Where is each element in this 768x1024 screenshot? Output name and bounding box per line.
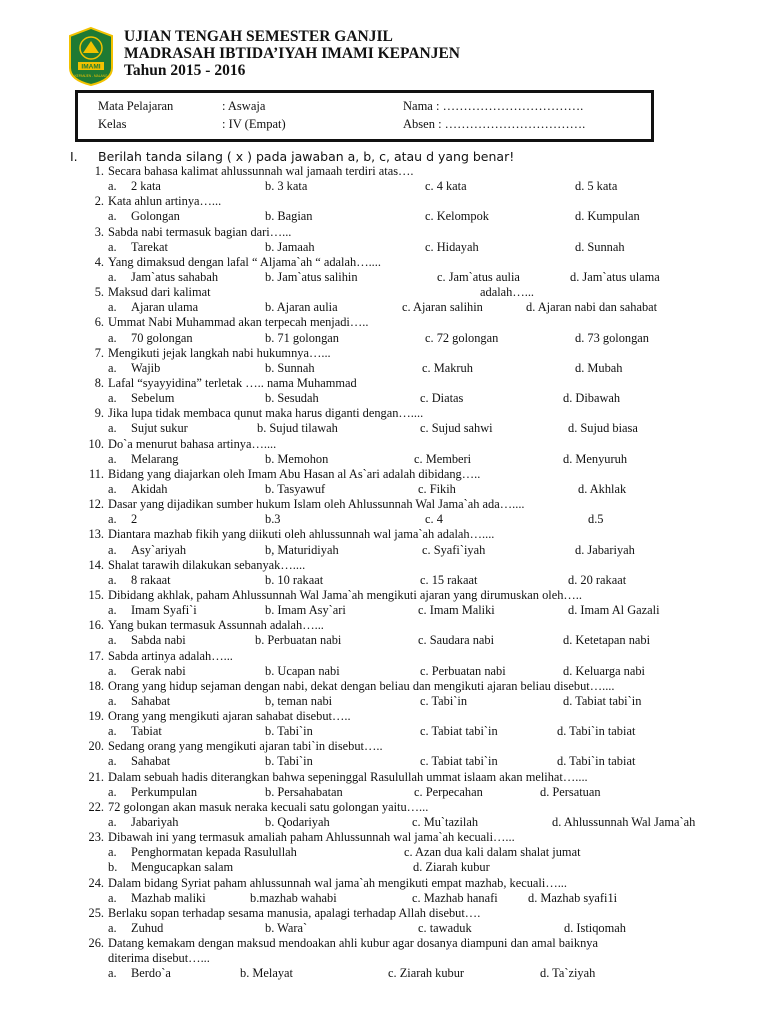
- option-letter: a.: [108, 784, 117, 799]
- question-text: Jika lupa tidak membaca qunut maka harus diganti dengan…....: [108, 406, 424, 421]
- option-letter: a.: [108, 754, 117, 769]
- option-a: Jam`atus sahabah: [131, 269, 219, 284]
- option-a: Perkumpulan: [131, 784, 198, 799]
- option-b: b. Jamaah: [265, 239, 315, 254]
- option-d: d. Menyuruh: [563, 451, 628, 466]
- option-letter: a.: [108, 360, 117, 375]
- option-d: d.5: [588, 512, 604, 527]
- option-a: Sujut sukur: [131, 421, 188, 436]
- option-letter: a.: [108, 330, 117, 345]
- option-a: Penghormatan kepada Rasulullah: [131, 845, 297, 860]
- question-number: 2.: [94, 194, 104, 209]
- question-row-continued: [0, 951, 768, 966]
- options-row: [0, 270, 768, 285]
- option-letter: a.: [108, 572, 117, 587]
- option-d: d. Sujud biasa: [568, 421, 638, 436]
- options-row: [0, 815, 768, 830]
- option-c: c. Ajaran salihin: [402, 300, 483, 315]
- option-b: b.mazhab wahabi: [250, 890, 337, 905]
- option-a: Golongan: [131, 209, 180, 224]
- question-number: 4.: [94, 254, 104, 269]
- option-letter: a.: [108, 421, 117, 436]
- option-b: b. 10 rakaat: [265, 572, 324, 587]
- question-number: 21.: [88, 769, 104, 784]
- question-number: 26.: [88, 936, 104, 951]
- question-text: Sabda nabi termasuk bagian dari…...: [108, 224, 292, 239]
- option-c: c. Memberi: [414, 451, 472, 466]
- question-text: Orang yang hidup sejaman dengan nabi, dekat dengan beliau dan mengikuti ajaran beliau disebut…....: [108, 678, 615, 693]
- option-c: c. Fikih: [418, 481, 456, 496]
- option-letter: a.: [108, 451, 117, 466]
- option-d: d. Istiqomah: [564, 921, 626, 936]
- option-letter: a.: [108, 300, 117, 315]
- question-number: 19.: [88, 709, 104, 724]
- question-number: 10.: [88, 436, 104, 451]
- options-row: [0, 754, 768, 769]
- question-row: [0, 376, 768, 391]
- option-b: b. 3 kata: [265, 179, 308, 194]
- question-list: [0, 164, 768, 982]
- option-a: Gerak nabi: [131, 663, 186, 678]
- question-text: Datang kemakam dengan maksud mendoakan ahli kubur agar dosanya diampuni dan amal baiknya: [108, 936, 598, 951]
- option-c: c. Syafi`iyah: [422, 542, 486, 557]
- option-d: d. Imam Al Gazali: [568, 603, 660, 618]
- question-number: 17.: [88, 648, 104, 663]
- option-letter: a.: [108, 890, 117, 905]
- option-c: c. Ziarah kubur: [388, 966, 465, 981]
- option-letter: a.: [108, 269, 117, 284]
- option-letter: a.: [108, 481, 117, 496]
- question-row: [0, 255, 768, 270]
- question-text: Yang dimaksud dengan lafal “ Aljama`ah “ adalah…....: [108, 254, 381, 269]
- question-text: Dibidang akhlak, paham Ahlussunnah Wal Jama`ah mengikuti ajaran yang dirumuskan oleh…..: [108, 587, 582, 602]
- question-text: 72 golongan akan masuk neraka kecuali satu golongan yaitu…...: [108, 799, 429, 814]
- option-c: c. Perbuatan nabi: [420, 663, 506, 678]
- options-row: [0, 724, 768, 739]
- question-row: [0, 225, 768, 240]
- option-b: b. Ucapan nabi: [265, 663, 340, 678]
- options-row: [0, 664, 768, 679]
- option-a: 70 golongan: [131, 330, 193, 345]
- question-number: 14.: [88, 557, 104, 572]
- question-row: [0, 770, 768, 785]
- question-number: 23.: [88, 830, 104, 845]
- subject-label: Mata Pelajaran: [98, 99, 174, 113]
- question-row: [0, 558, 768, 573]
- option-c: c. Tabiat tabi`in: [420, 724, 498, 739]
- options-row: [0, 573, 768, 588]
- option-d: d. Kumpulan: [575, 209, 640, 224]
- question-number: 5.: [94, 285, 104, 300]
- question-text: Kata ahlun artinya…...: [108, 194, 222, 209]
- question-number: 15.: [88, 587, 104, 602]
- option-d: d. Ahlussunnah Wal Jama`ah: [552, 815, 696, 830]
- option-d: d. Ta`ziyah: [540, 966, 596, 981]
- question-row: [0, 739, 768, 754]
- class-value: : IV (Empat): [222, 117, 286, 131]
- option-b: b. Memohon: [265, 451, 329, 466]
- options-row: [0, 240, 768, 255]
- question-text: Dasar yang dijadikan sumber hukum Islam oleh Ahlussunnah Wal Jama`ah ada…....: [108, 497, 525, 512]
- option-b: b. Sujud tilawah: [257, 421, 338, 436]
- option-c: c. Hidayah: [425, 239, 479, 254]
- option-a: Ajaran ulama: [131, 300, 199, 315]
- question-text: Ummat Nabi Muhammad akan terpecah menjadi…..: [108, 315, 369, 330]
- option-a: Mazhab maliki: [131, 890, 206, 905]
- section-instruction: [70, 149, 514, 164]
- options-row: [0, 391, 768, 406]
- question-row: [0, 164, 768, 179]
- question-text: Mengikuti jejak langkah nabi hukumnya…...: [108, 345, 331, 360]
- question-number: 11.: [88, 466, 104, 481]
- option-d: d. Mubah: [575, 360, 623, 375]
- option-b: b. Melayat: [240, 966, 293, 981]
- option-d: d. 73 golongan: [575, 330, 649, 345]
- school-year: Tahun 2015 - 2016: [124, 62, 246, 79]
- option-a: Melarang: [131, 451, 179, 466]
- question-text: Shalat tarawih dilakukan sebanyak…....: [108, 557, 306, 572]
- option-b: b. Imam Asy`ari: [265, 603, 346, 618]
- question-row: [0, 709, 768, 724]
- class-label: Kelas: [98, 117, 127, 131]
- question-number: 25.: [88, 905, 104, 920]
- question-row: [0, 618, 768, 633]
- option-c: c. Mu`tazilah: [412, 815, 479, 830]
- question-text: Maksud dari kalimat: [108, 285, 211, 300]
- option-c: c. Saudara nabi: [418, 633, 495, 648]
- options-row: [0, 845, 768, 860]
- section-text: Berilah tanda silang ( x ) pada jawaban a, b, c, atau d yang benar!: [98, 149, 515, 164]
- option-letter: a.: [108, 633, 117, 648]
- option-d: d. Ketetapan nabi: [563, 633, 651, 648]
- option-a: Jabariyah: [131, 815, 179, 830]
- option-b: b. Perbuatan nabi: [255, 633, 342, 648]
- option-c: c. Tabi`in: [420, 693, 468, 708]
- option-b: b. Tasyawuf: [265, 481, 326, 496]
- option-a: Sahabat: [131, 693, 171, 708]
- options-row: [0, 209, 768, 224]
- option-letter: a.: [108, 542, 117, 557]
- question-text: Berlaku sopan terhadap sesama manusia, apalagi terhadap Allah disebut….: [108, 905, 481, 920]
- option-letter: a.: [108, 512, 117, 527]
- question-row: [0, 588, 768, 603]
- question-text: Lafal “syayyidina” terletak ….. nama Muhammad: [108, 375, 357, 390]
- option-letter: a.: [108, 663, 117, 678]
- question-text: Diantara mazhab fikih yang diikuti oleh ahlussunnah wal jama`ah adalah…....: [108, 527, 495, 542]
- question-row: [0, 936, 768, 951]
- option-a: Sabda nabi: [131, 633, 186, 648]
- question-number: 13.: [88, 527, 104, 542]
- option-d: d. Ajaran nabi dan sahabat: [526, 300, 658, 315]
- option-b: b, teman nabi: [265, 693, 333, 708]
- school-logo: [66, 26, 116, 86]
- question-row: [0, 527, 768, 542]
- option-letter: a.: [108, 179, 117, 194]
- option-letter: a.: [108, 845, 117, 860]
- question-text: Sedang orang yang mengikuti ajaran tabi`in disebut…..: [108, 739, 383, 754]
- section-number: I.: [70, 149, 78, 164]
- option-d: d. 20 rakaat: [568, 572, 627, 587]
- option-c: c. Tabiat tabi`in: [420, 754, 498, 769]
- question-number: 6.: [94, 315, 104, 330]
- logo-text: IMAMI: [81, 63, 101, 71]
- question-row: [0, 346, 768, 361]
- options-row: [0, 543, 768, 558]
- option-letter: b.: [108, 860, 118, 875]
- option-c: c. Azan dua kali dalam shalat jumat: [404, 845, 581, 860]
- option-b: b. Persahabatan: [265, 784, 343, 799]
- options-row: [0, 921, 768, 936]
- option-c: c. tawaduk: [418, 921, 472, 936]
- options-row: [0, 966, 768, 981]
- option-d: d. Jabariyah: [575, 542, 635, 557]
- option-a: Sahabat: [131, 754, 171, 769]
- question-text: Secara bahasa kalimat ahlussunnah wal jamaah terdiri atas….: [108, 164, 414, 178]
- question-row: [0, 194, 768, 209]
- question-text: Dalam sebuah hadis diterangkan bahwa sepeninggal Rasulullah ummat islaam akan melihat…....: [108, 769, 588, 784]
- option-b: Mengucapkan salam: [131, 860, 234, 875]
- option-d: d. Dibawah: [563, 391, 621, 406]
- option-letter: a.: [108, 815, 117, 830]
- option-b: b. Sunnah: [265, 360, 315, 375]
- question-text: Orang yang mengikuti ajaran sahabat disebut…..: [108, 709, 351, 724]
- option-letter: a.: [108, 239, 117, 254]
- question-row: [0, 315, 768, 330]
- options-row: [0, 512, 768, 527]
- option-c: c. 4 kata: [425, 179, 467, 194]
- option-letter: a.: [108, 921, 117, 936]
- question-number: 3.: [94, 224, 104, 239]
- exam-header: [124, 28, 460, 79]
- option-letter: a.: [108, 209, 117, 224]
- question-row: [0, 437, 768, 452]
- options-row: [0, 482, 768, 497]
- option-c: c. Kelompok: [425, 209, 490, 224]
- option-d: d. Tabi`in tabiat: [557, 724, 636, 739]
- option-b: b. Sesudah: [265, 391, 319, 406]
- options-row: [0, 421, 768, 436]
- options-row: [0, 452, 768, 467]
- option-d: d. Keluarga nabi: [563, 663, 646, 678]
- options-row: [0, 785, 768, 800]
- option-c: c. Perpecahan: [414, 784, 483, 799]
- options-row: [0, 331, 768, 346]
- question-text: Dalam bidang Syriat paham ahlussunnah wal jama`ah mengikuti empat mazhab, kecuali…...: [108, 875, 568, 890]
- option-d: d. Tabiat tabi`in: [563, 693, 642, 708]
- question-number: 18.: [88, 678, 104, 693]
- option-d: d. Ziarah kubur: [413, 860, 490, 875]
- option-b: b. Jam`atus salihin: [265, 269, 358, 284]
- option-a: Tarekat: [131, 239, 168, 254]
- option-a: Zuhud: [131, 921, 164, 936]
- options-row: [0, 891, 768, 906]
- question-row: [0, 876, 768, 891]
- exam-title: UJIAN TENGAH SEMESTER GANJIL: [124, 28, 393, 45]
- question-text: Sabda artinya adalah…...: [108, 648, 233, 663]
- absen-field[interactable]: Absen : …………………………….: [403, 117, 586, 131]
- option-b: b. Tabi`in: [265, 724, 313, 739]
- question-row: [0, 467, 768, 482]
- option-b: b. 71 golongan: [265, 330, 339, 345]
- option-c: c. 4: [425, 512, 443, 527]
- option-letter: a.: [108, 724, 117, 739]
- option-d: d. Jam`atus ulama: [570, 269, 660, 284]
- option-d: d. Persatuan: [540, 784, 601, 799]
- question-row: [0, 830, 768, 845]
- question-number: 20.: [88, 739, 104, 754]
- question-number: 8.: [94, 375, 104, 390]
- option-a: 2: [131, 512, 138, 527]
- option-letter: a.: [108, 693, 117, 708]
- question-number: 16.: [88, 618, 104, 633]
- question-row: [0, 679, 768, 694]
- option-b: b. Ajaran aulia: [265, 300, 338, 315]
- question-row: [0, 649, 768, 664]
- option-c: c. Imam Maliki: [418, 603, 495, 618]
- option-a: Sebelum: [131, 391, 175, 406]
- question-number: 12.: [88, 497, 104, 512]
- question-number: 1.: [94, 164, 104, 178]
- option-d: d. Sunnah: [575, 239, 625, 254]
- option-c: c. 15 rakaat: [420, 572, 478, 587]
- option-c: c. 72 golongan: [425, 330, 499, 345]
- question-row: [0, 285, 768, 300]
- option-a: Asy`ariyah: [131, 542, 187, 557]
- question-text-tail: adalah…...: [480, 285, 535, 300]
- option-letter: a.: [108, 603, 117, 618]
- question-row: [0, 497, 768, 512]
- option-a: Berdo`a: [131, 966, 171, 981]
- question-row: [0, 406, 768, 421]
- option-d: d. Mazhab syafi1i: [528, 890, 618, 905]
- question-text: diterima disebut…...: [108, 951, 210, 966]
- option-c: c. Jam`atus aulia: [437, 269, 520, 284]
- name-field[interactable]: Nama : …………………………….: [403, 99, 584, 113]
- question-text: Bidang yang diajarkan oleh Imam Abu Hasan al As`ari adalah dibidang…..: [108, 466, 481, 481]
- option-c: c. Sujud sahwi: [420, 421, 493, 436]
- option-c: c. Makruh: [422, 360, 473, 375]
- options-row: [0, 179, 768, 194]
- school-name: MADRASAH IBTIDA’IYAH IMAMI KEPANJEN: [124, 45, 460, 62]
- option-a: Akidah: [131, 481, 168, 496]
- options-row: [0, 603, 768, 618]
- question-number: 22.: [88, 799, 104, 814]
- options-row: [0, 694, 768, 709]
- question-text: Yang bukan termasuk Assunnah adalah…...: [108, 618, 324, 633]
- option-c: c. Mazhab hanafi: [412, 890, 498, 905]
- option-b: b, Maturidiyah: [265, 542, 339, 557]
- option-a: 8 rakaat: [131, 572, 171, 587]
- option-a: 2 kata: [131, 179, 161, 194]
- option-b: b.3: [265, 512, 281, 527]
- option-letter: a.: [108, 966, 117, 981]
- question-number: 24.: [88, 875, 104, 890]
- options-row: [0, 633, 768, 648]
- option-d: d. 5 kata: [575, 179, 618, 194]
- option-d: d. Akhlak: [578, 481, 627, 496]
- option-a: Tabiat: [131, 724, 162, 739]
- options-row: [0, 300, 768, 315]
- student-info-box: [75, 90, 654, 142]
- subject-value: : Aswaja: [222, 99, 266, 113]
- logo-caption: KEPANJEN - MALANG: [74, 74, 108, 78]
- question-row: [0, 800, 768, 815]
- option-c: c. Diatas: [420, 391, 464, 406]
- option-a: Wajib: [131, 360, 161, 375]
- question-text: Do`a menurut bahasa artinya…....: [108, 436, 277, 451]
- option-b: b. Bagian: [265, 209, 313, 224]
- option-b: b. Qodariyah: [265, 815, 330, 830]
- options-row: [0, 860, 768, 875]
- options-row: [0, 361, 768, 376]
- option-letter: a.: [108, 391, 117, 406]
- option-b: b. Wara`: [265, 921, 308, 936]
- question-number: 7.: [94, 345, 104, 360]
- option-a: Imam Syafi`i: [131, 603, 197, 618]
- option-d: d. Tabi`in tabiat: [557, 754, 636, 769]
- question-text: Dibawah ini yang termasuk amaliah paham Ahlussunnah wal jama`ah kecuali…...: [108, 830, 515, 845]
- option-b: b. Tabi`in: [265, 754, 313, 769]
- question-row: [0, 906, 768, 921]
- question-number: 9.: [94, 406, 104, 421]
